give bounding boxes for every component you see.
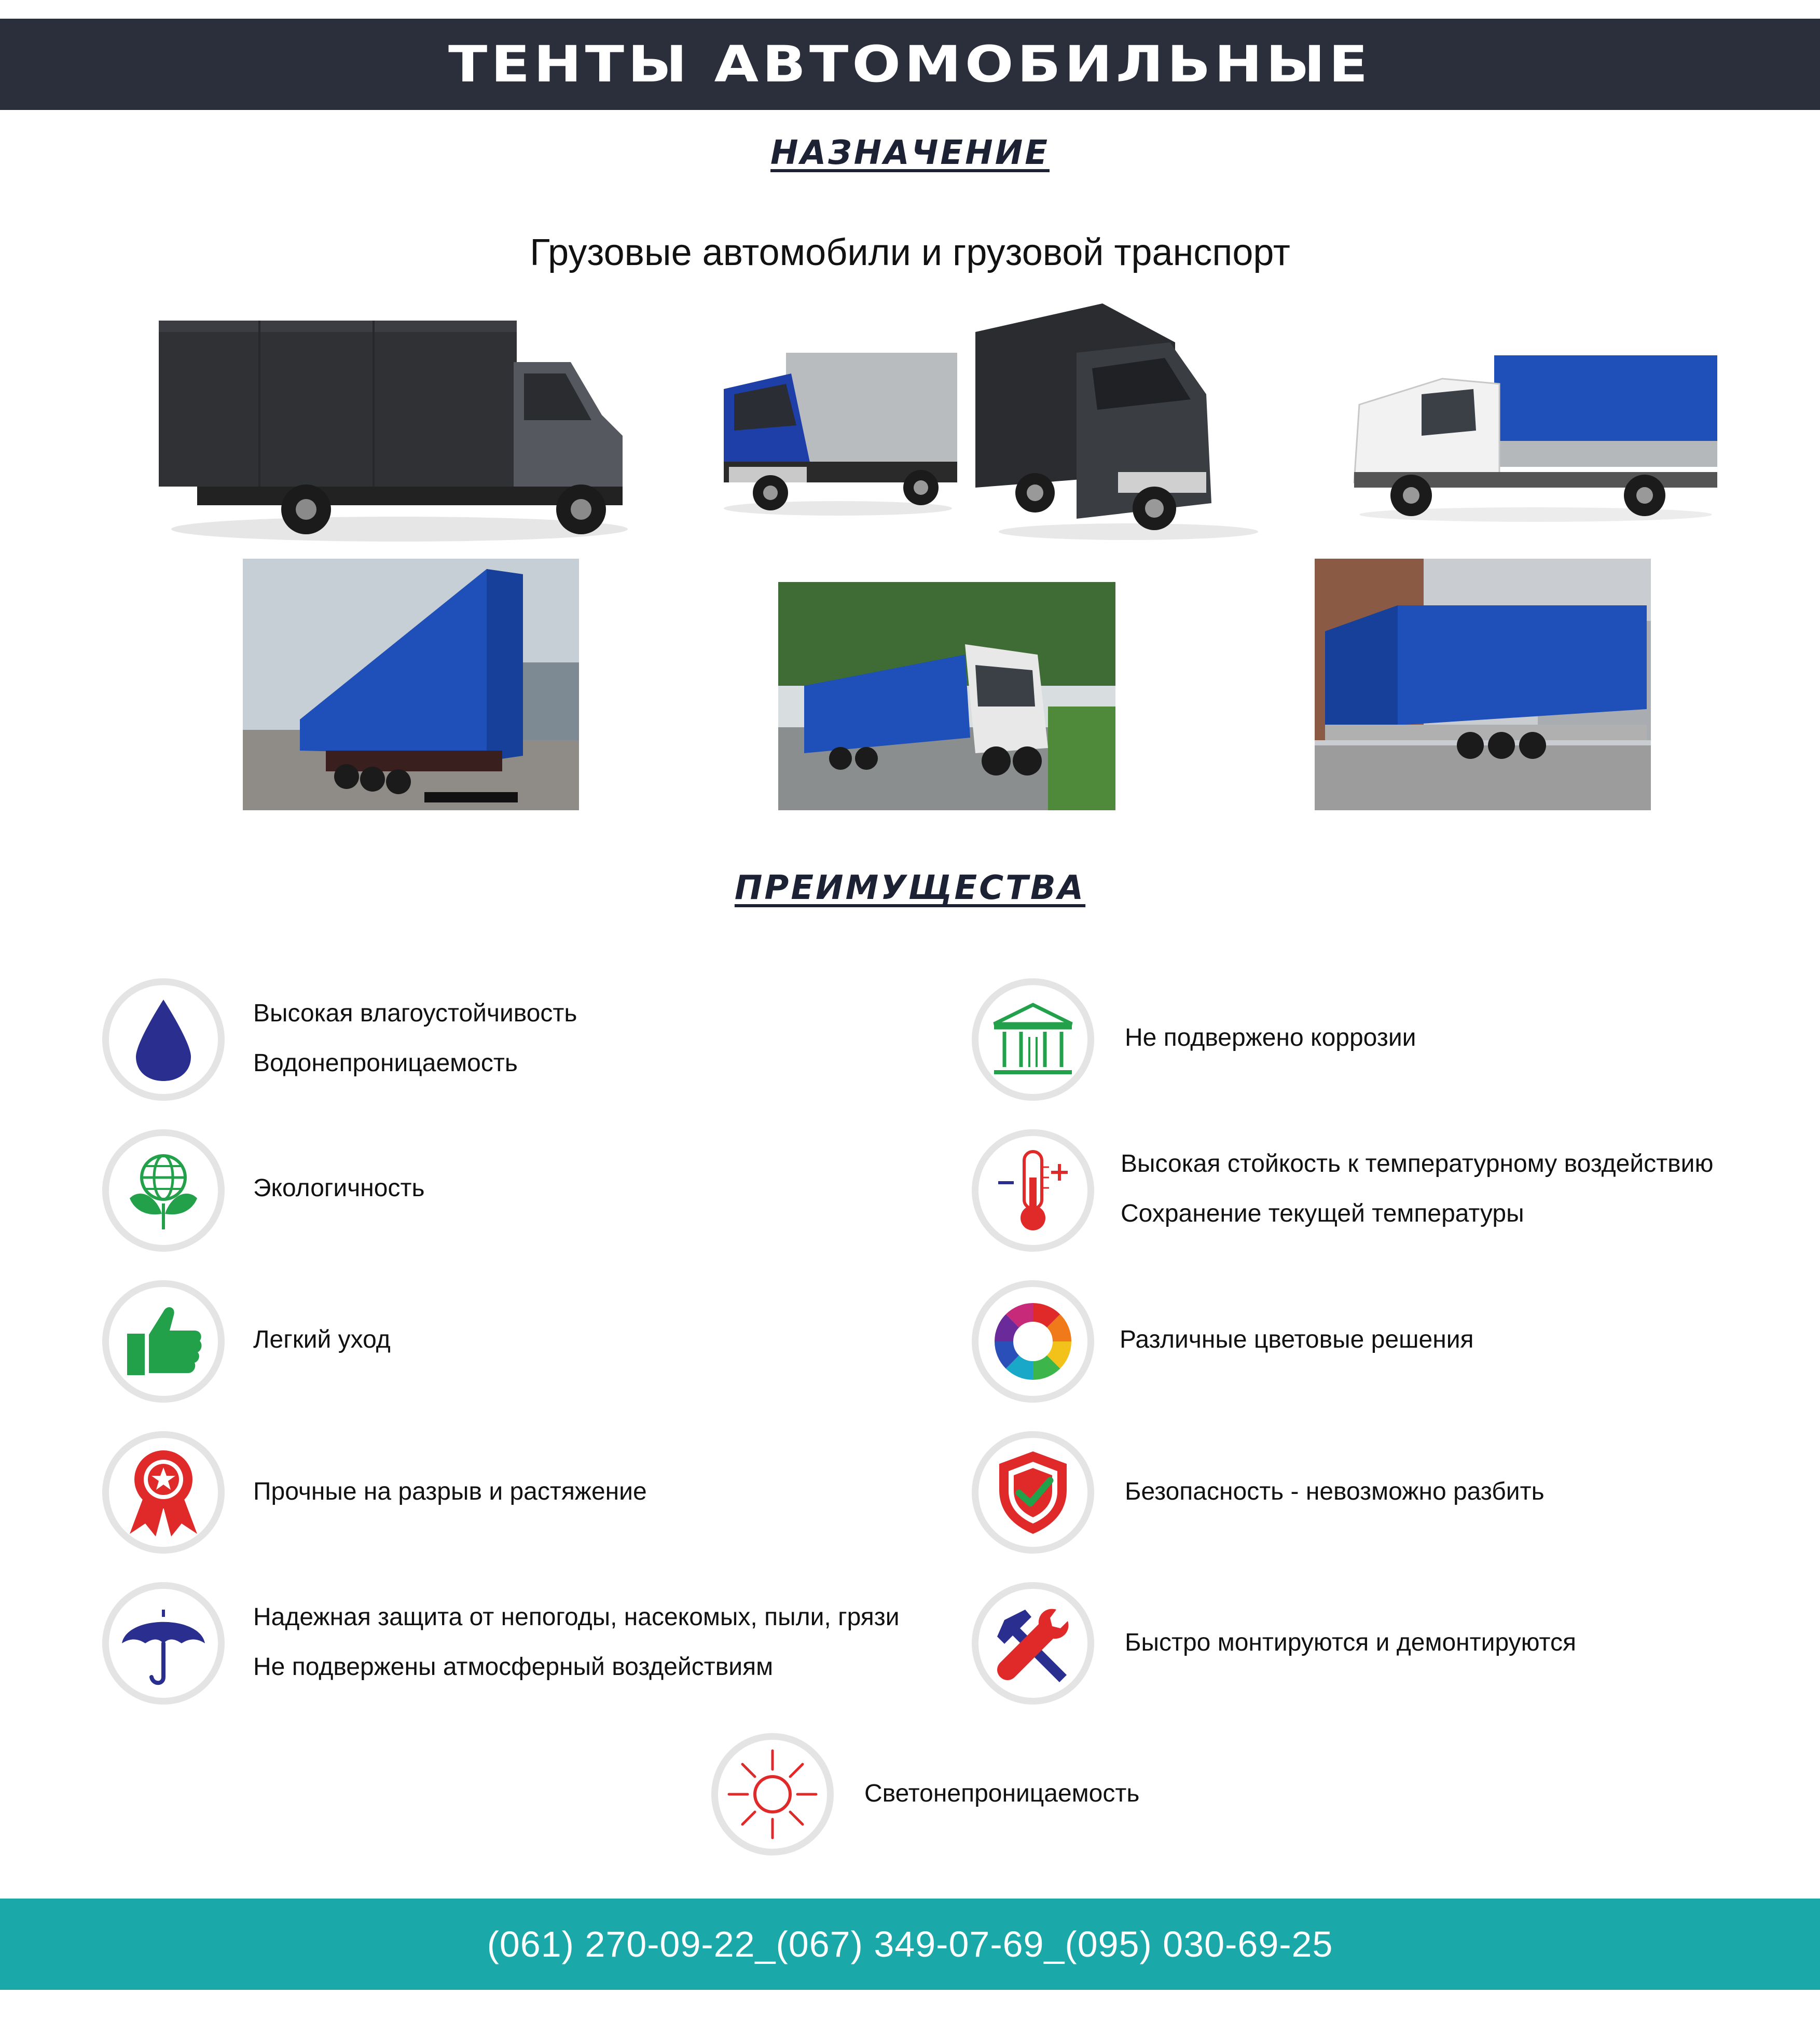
umbrella-icon [119, 1599, 208, 1687]
eco-globe-icon [119, 1146, 208, 1235]
trailer-photo-forest [778, 582, 1115, 810]
page-header [0, 19, 1820, 110]
advantage-icon-circle-eco [102, 1129, 225, 1252]
advantage-line: Не подвержены атмосферный воздействиям [253, 1653, 774, 1681]
advantage-text-strength [253, 1467, 647, 1517]
advantage-icon-circle-temperature [972, 1129, 1094, 1252]
color-wheel-icon [991, 1300, 1074, 1383]
advantage-line: Не подвержено коррозии [1125, 1024, 1416, 1051]
advantage-line: Высокая влагоустойчивость [253, 1000, 577, 1027]
sun-icon [726, 1748, 819, 1841]
truck-photo-white-blue-tarp [1344, 353, 1722, 524]
advantage-line: Светонепроницаемость [864, 1780, 1140, 1807]
advantage-line: Безопасность - невозможно разбить [1125, 1478, 1545, 1505]
advantage-line: Легкий уход [253, 1326, 391, 1353]
advantage-text-temperature [1121, 1139, 1713, 1239]
building-columns-icon [989, 1001, 1077, 1078]
contact-footer [0, 1899, 1820, 1990]
advantage-line: Экологичность [253, 1174, 425, 1202]
page-title: ТЕНТЫ АВТОМОБИЛЬНЫЕ [448, 35, 1372, 93]
advantage-text-corrosion [1125, 1013, 1416, 1063]
advantage-text-weather [253, 1592, 900, 1692]
shield-check-icon [994, 1448, 1072, 1536]
phone-numbers: (061) 270-09-22_(067) 349-07-69_(095) 030-69-25 [487, 1924, 1333, 1964]
advantage-line: Сохранение текущей температуры [1121, 1200, 1524, 1227]
advantage-text-water [253, 989, 577, 1088]
truck-photo-blue-cab [713, 342, 962, 519]
advantage-icon-circle-colors [972, 1280, 1094, 1403]
purpose-subtitle: Грузовые автомобили и грузовой транспорт [530, 232, 1290, 273]
advantage-line: Надежная защита от непогоды, насекомых, пыли, грязи [253, 1603, 900, 1631]
water-drop-icon [125, 995, 202, 1084]
advantage-text-light [864, 1769, 1139, 1819]
advantage-icon-circle-safety [972, 1431, 1094, 1554]
advantage-icon-circle-water [102, 978, 225, 1101]
advantage-line: Быстро монтируются и демонтируются [1125, 1629, 1576, 1656]
advantage-icon-circle-light [711, 1733, 834, 1855]
purpose-heading: НАЗНАЧЕНИЕ [770, 134, 1050, 172]
trailer-photo-curtain [243, 559, 579, 810]
tools-icon [989, 1599, 1077, 1687]
award-ribbon-icon [125, 1446, 202, 1539]
advantage-icon-circle-corrosion [972, 978, 1094, 1101]
advantages-heading: ПРЕИМУЩЕСТВА [734, 869, 1086, 907]
advantage-icon-circle-care [102, 1280, 225, 1403]
advantage-line: Различные цветовые решения [1120, 1326, 1474, 1353]
thermometer-icon [989, 1146, 1077, 1235]
advantage-text-colors [1120, 1315, 1474, 1365]
advantage-text-safety [1125, 1467, 1545, 1517]
advantage-icon-circle-weather [102, 1582, 225, 1705]
advantage-line: Высокая стойкость к температурному воздействию [1121, 1150, 1714, 1178]
advantage-text-eco [253, 1164, 424, 1213]
advantage-icon-circle-strength [102, 1431, 225, 1554]
advantage-line: Водонепроницаемость [253, 1049, 518, 1077]
advantage-icon-circle-mounting [972, 1582, 1094, 1705]
advantage-text-mounting [1125, 1618, 1576, 1668]
truck-photo-dark-box [156, 306, 654, 545]
advantage-text-care [253, 1315, 391, 1365]
truck-photo-black-box [973, 301, 1258, 545]
trailer-photo-yard [1315, 559, 1651, 810]
thumbs-up-icon [122, 1303, 205, 1380]
advantage-line: Прочные на разрыв и растяжение [253, 1478, 647, 1505]
